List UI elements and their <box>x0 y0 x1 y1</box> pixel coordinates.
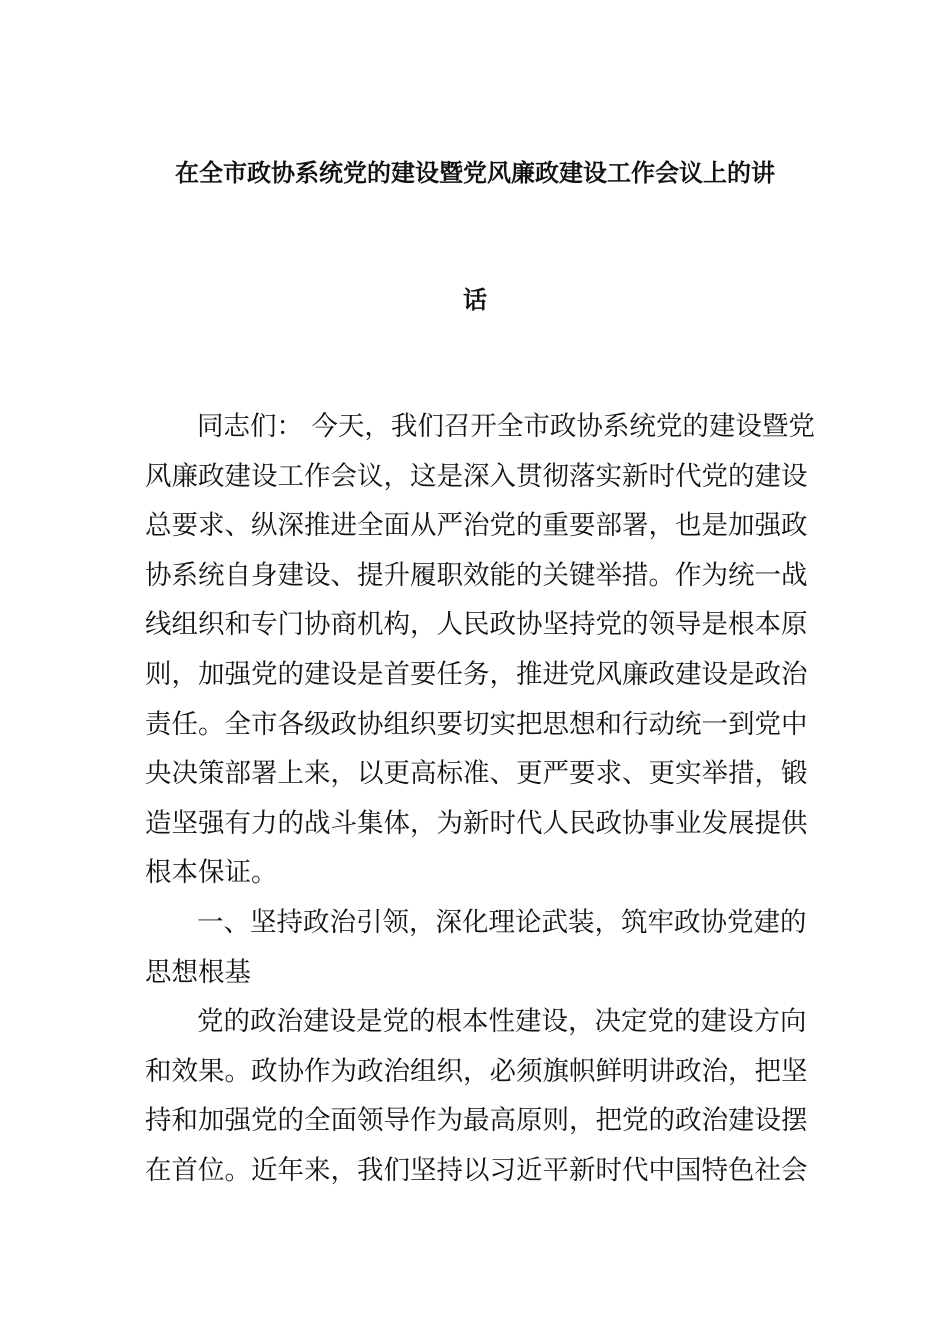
body-line: 持和加强党的全面领导作为最高原则，把党的政治建设摆 <box>145 1105 808 1137</box>
body-line: 根本保证。 <box>145 857 278 889</box>
body-line: 思想根基 <box>145 956 251 988</box>
body-line: 央决策部署上来，以更高标准、更严要求、更实举措，锻 <box>145 758 808 790</box>
body-line: 总要求、纵深推进全面从严治党的重要部署，也是加强政 <box>145 510 808 542</box>
title-line-2: 话 <box>463 286 487 314</box>
body-line: 线组织和专门协商机构，人民政协坚持党的领导是根本原 <box>145 609 808 641</box>
body-line: 在首位。近年来，我们坚持以习近平新时代中国特色社会 <box>145 1154 808 1186</box>
body-line: 同志们： 今天，我们召开全市政协系统党的建设暨党 <box>197 411 815 442</box>
body-line: 造坚强有力的战斗集体，为新时代人民政协事业发展提供 <box>145 807 808 839</box>
body-line: 风廉政建设工作会议，这是深入贯彻落实新时代党的建设 <box>145 460 808 492</box>
body-line: 则，加强党的建设是首要任务，推进党风廉政建设是政治 <box>145 658 808 690</box>
body-line: 和效果。政协作为政治组织，必须旗帜鲜明讲政治，把坚 <box>145 1055 808 1087</box>
title-line-1: 在全市政协系统党的建设暨党风廉政建设工作会议上的讲 <box>175 159 775 187</box>
body-line: 党的政治建设是党的根本性建设，决定党的建设方向 <box>197 1006 807 1038</box>
document-title <box>0 158 950 315</box>
body-line: 责任。全市各级政协组织要切实把思想和行动统一到党中 <box>145 708 808 740</box>
body-line: 协系统自身建设、提升履职效能的关键举措。作为统一战 <box>145 559 808 591</box>
body-line: 一、坚持政治引领，深化理论武装，筑牢政协党建的 <box>197 906 807 938</box>
document-body <box>145 402 815 1196</box>
